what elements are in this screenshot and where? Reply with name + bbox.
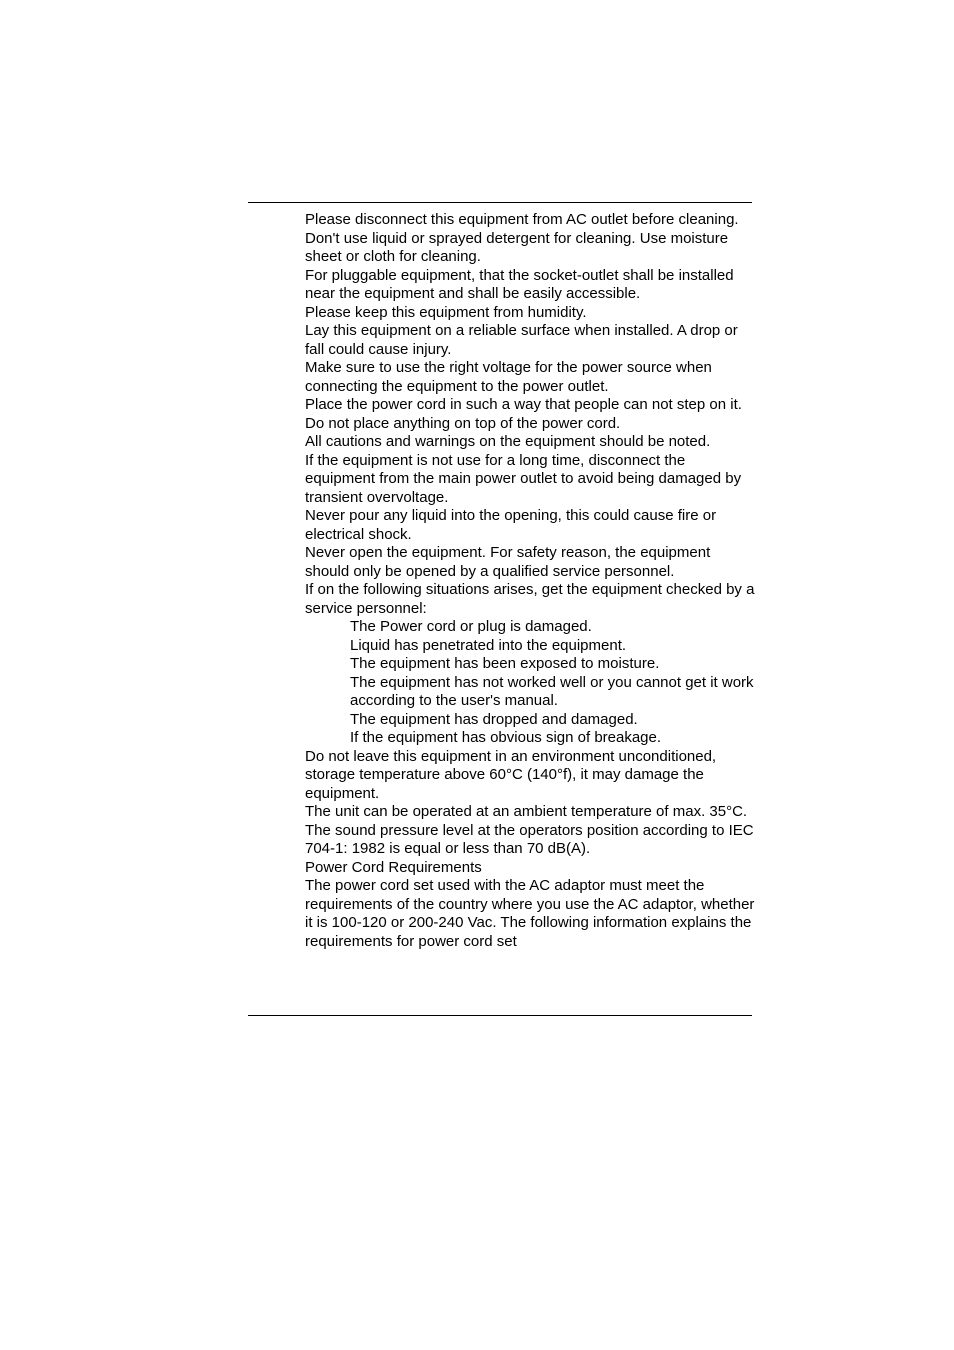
paragraph: All cautions and warnings on the equipment should be noted. — [305, 433, 711, 450]
safety-instructions — [305, 211, 755, 951]
situation-list — [305, 618, 755, 748]
paragraph: For pluggable equipment, that the socket-outlet shall be installed near the equipment and shall be easily accessible. — [305, 266, 734, 302]
paragraph: The power cord set used with the AC adaptor must meet the requirements of the country where you use the AC adaptor, whether it is 100-120 or 200-240 Vac. The following information explains the requirements for power cord set — [305, 877, 755, 950]
situation-item: Liquid has penetrated into the equipment. — [350, 636, 627, 654]
paragraph: Do not leave this equipment in an environment unconditioned, storage temperature above 60°C (140°f), it may damage the equipment. — [305, 747, 717, 802]
section-heading: Power Cord Requirements — [305, 858, 482, 876]
paragraph: Please disconnect this equipment from AC outlet before cleaning. Don't use liquid or sprayed detergent for cleaning. Use moisture sheet or cloth for cleaning. — [305, 211, 739, 265]
paragraph: Never pour any liquid into the opening, this could cause fire or electrical shock. — [305, 507, 717, 543]
paragraph: Please keep this equipment from humidity. — [305, 303, 587, 321]
paragraph: If on the following situations arises, get the equipment checked by a service personnel: — [305, 581, 755, 617]
bottom-rule — [248, 1015, 752, 1016]
paragraph: If the equipment is not use for a long time, disconnect the equipment from the main power outlet to avoid being damaged by transient overvoltage. — [305, 451, 742, 506]
paragraph: Never open the equipment. For safety reason, the equipment should only be opened by a qualified service personnel. — [305, 544, 711, 580]
paragraph: The unit can be operated at an ambient temperature of max. 35°C. — [305, 803, 748, 820]
situation-item: The equipment has not worked well or you cannot get it work according to the user's manual. — [350, 673, 754, 709]
paragraph: Lay this equipment on a reliable surface when installed. A drop or fall could cause injury. — [305, 322, 738, 358]
situation-item: The equipment has been exposed to moisture. — [350, 655, 660, 672]
paragraph: Make sure to use the right voltage for the power source when connecting the equipment to the power outlet. — [305, 359, 712, 395]
top-rule — [248, 202, 752, 203]
paragraph: Place the power cord in such a way that people can not step on it. Do not place anything on top of the power cord. — [305, 396, 742, 432]
situation-item: The equipment has dropped and damaged. — [350, 710, 638, 728]
paragraph: The sound pressure level at the operators position according to IEC 704-1: 1982 is equal or less than 70 dB(A). — [305, 821, 754, 857]
situation-item: If the equipment has obvious sign of breakage. — [350, 729, 662, 746]
situation-item: The Power cord or plug is damaged. — [350, 618, 592, 635]
